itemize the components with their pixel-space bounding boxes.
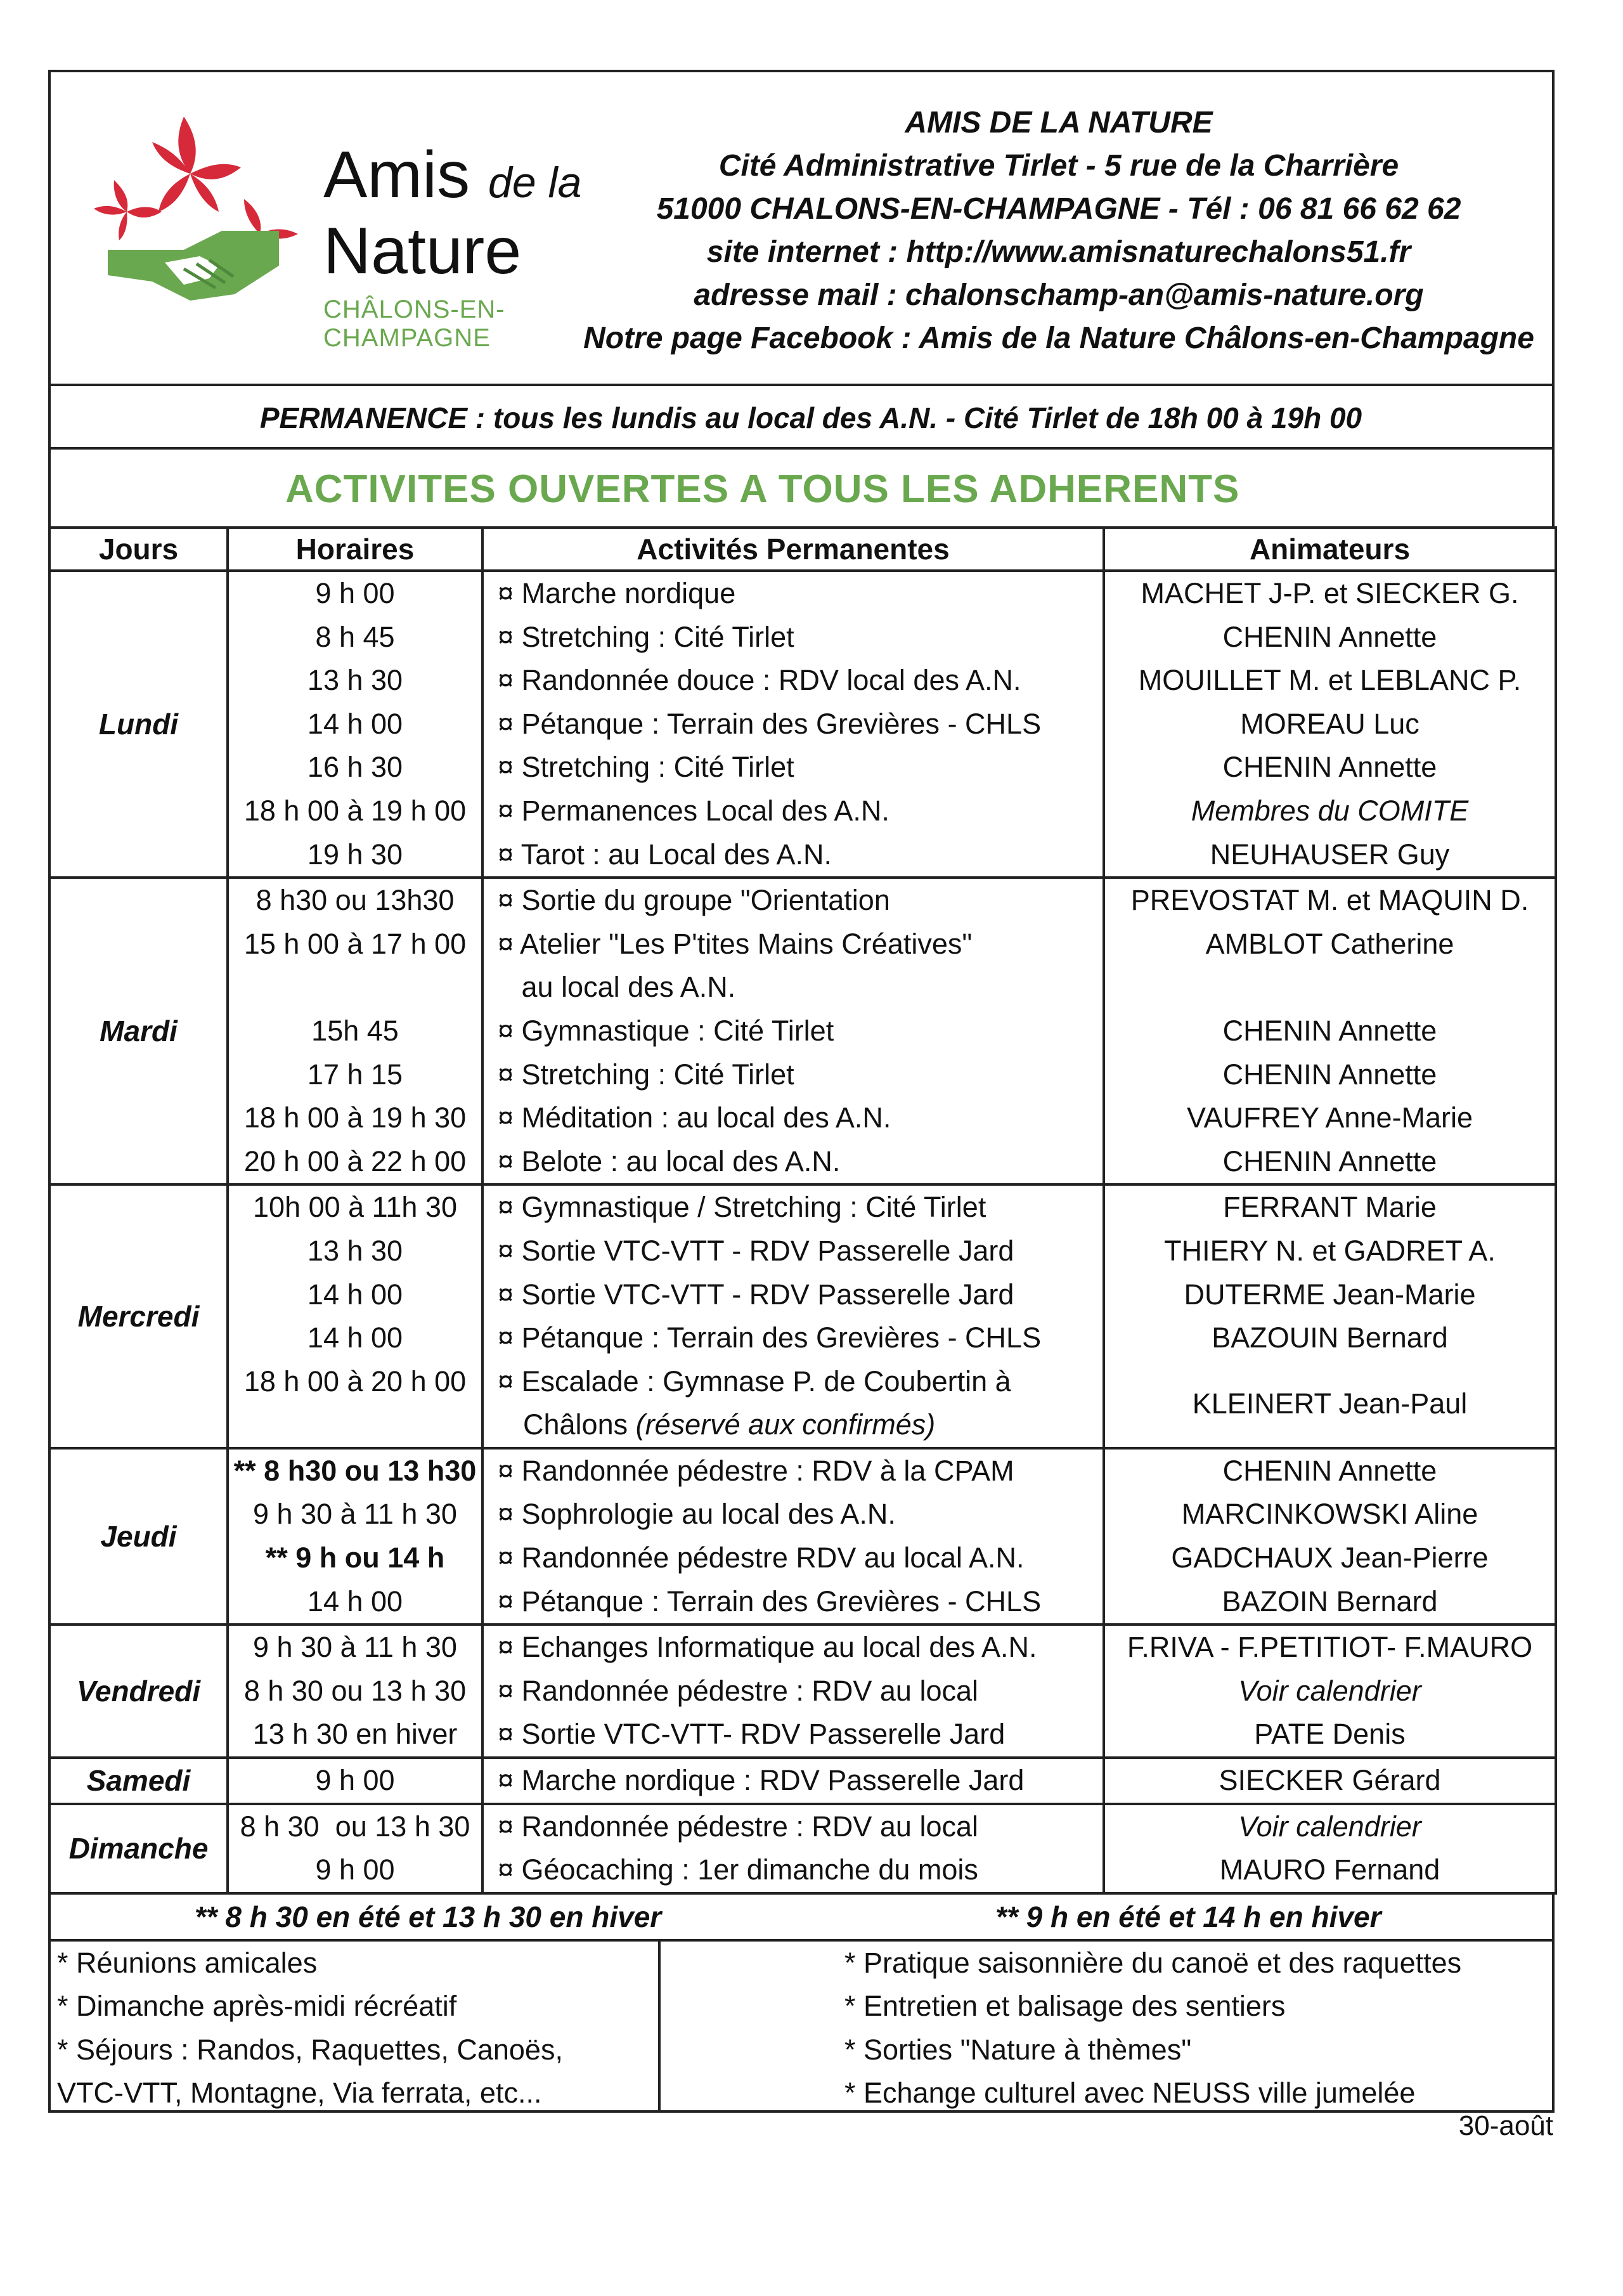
hour: 16 h 30	[307, 751, 403, 784]
activity: ¤ Gymnastique : Cité Tirlet	[498, 1014, 834, 1047]
hour: 14 h 00	[307, 1585, 403, 1618]
org-website[interactable]: site internet : http://www.amisnaturechalons51.fr	[706, 235, 1411, 269]
animator: AMBLOT Catherine	[1205, 927, 1454, 960]
animator: CHENIN Annette	[1222, 620, 1437, 653]
animator: BAZOUIN Bernard	[1212, 1321, 1448, 1354]
day-label: Mardi	[49, 878, 228, 1184]
logo-de-la-text: de la	[488, 159, 582, 207]
animators-cell	[1104, 878, 1556, 1184]
activity-location: Châlons	[523, 1408, 628, 1441]
hour: 13 h 30	[307, 664, 403, 697]
hour: 8 h30 ou 13h30	[255, 884, 455, 917]
animator: MAURO Fernand	[1219, 1853, 1440, 1886]
org-city-phone: 51000 CHALONS-EN-CHAMPAGNE - Tél : 06 81 66 62 62	[656, 192, 1461, 226]
header-jours: Jours	[49, 528, 228, 571]
activity: ¤ Stretching : Cité Tirlet	[498, 1058, 794, 1091]
other-activities	[48, 1939, 1555, 2113]
animator: SIECKER Gérard	[1219, 1764, 1441, 1797]
hour: 14 h 00	[307, 1321, 403, 1354]
activities-banner: ACTIVITES OUVERTES A TOUS LES ADHERENTS	[48, 447, 1555, 526]
permanence-line: PERMANENCE : tous les lundis au local des A.N. - Cité Tirlet de 18h 00 à 19h 00	[48, 384, 1555, 447]
activity: ¤ Sortie VTC-VTT - RDV Passerelle Jard	[498, 1234, 1014, 1267]
footnote-summer-winter-1: ** 8 h 30 en été et 13 h 30 en hiver	[194, 1900, 662, 1933]
activities-cell	[482, 878, 1104, 1184]
animator: F.RIVA - F.PETITIOT- F.MAURO	[1127, 1631, 1533, 1664]
day-row-jeudi	[49, 1448, 1556, 1625]
activity-continuation	[484, 1403, 1102, 1447]
org-name: AMIS DE LA NATURE	[905, 106, 1213, 139]
activity: ¤ Randonnée pédestre : RDV à la CPAM	[498, 1454, 1014, 1487]
hour: 8 h 30 ou 13 h 30	[240, 1810, 470, 1843]
activity: ¤ Stretching : Cité Tirlet	[498, 751, 794, 784]
logo-word-amis	[323, 138, 582, 216]
hour: 18 h 00 à 20 h 00	[243, 1365, 467, 1398]
activity: ¤ Sortie VTC-VTT- RDV Passerelle Jard	[498, 1718, 1005, 1751]
animator: PREVOSTAT M. et MAQUIN D.	[1130, 884, 1529, 917]
activities-cell	[482, 1448, 1104, 1625]
list-item: * Sorties "Nature à thèmes"	[844, 2033, 1192, 2066]
activities-cell	[482, 571, 1104, 878]
animator: CHENIN Annette	[1222, 1014, 1437, 1047]
hour: 8 h 45	[315, 620, 395, 653]
activity: ¤ Atelier "Les P'tites Mains Créatives"	[498, 927, 973, 960]
animator	[1105, 966, 1555, 1009]
list-item: * Dimanche après-midi récréatif	[57, 1990, 457, 2023]
animator: Voir calendrier	[1238, 1810, 1421, 1843]
org-address: Cité Administrative Tirlet - 5 rue de la Charrière	[718, 149, 1399, 183]
logo	[89, 104, 647, 352]
animator: CHENIN Annette	[1222, 1145, 1437, 1177]
list-item: * Entretien et balisage des sentiers	[844, 1990, 1286, 2023]
hours-cell	[228, 1758, 482, 1804]
activity: ¤ Sophrologie au local des A.N.	[498, 1498, 896, 1531]
activity: ¤ Pétanque : Terrain des Grevières - CHLS	[498, 1585, 1042, 1618]
activity: ¤ Marche nordique : RDV Passerelle Jard	[498, 1764, 1025, 1797]
hours-cell	[228, 1625, 482, 1758]
activity: ¤ Randonnée pédestre : RDV au local	[498, 1810, 978, 1843]
animators-cell	[1104, 1804, 1556, 1893]
animator: Membres du COMITE	[1191, 794, 1469, 827]
animator: MARCINKOWSKI Aline	[1181, 1498, 1478, 1531]
activity: ¤ Méditation : au local des A.N.	[498, 1101, 891, 1134]
empty-line	[229, 1403, 481, 1447]
header-animateurs: Animateurs	[1104, 528, 1556, 571]
hour: 9 h 30 à 11 h 30	[253, 1631, 457, 1664]
hours-cell	[228, 1448, 482, 1625]
footnote-summer-winter-2: ** 9 h en été et 14 h en hiver	[995, 1900, 1381, 1933]
organization-info	[583, 101, 1534, 360]
hour: ** 9 h ou 14 h	[265, 1541, 445, 1574]
activity: ¤ Belote : au local des A.N.	[498, 1145, 841, 1177]
day-label: Mercredi	[49, 1184, 228, 1448]
activity: ¤ Stretching : Cité Tirlet	[498, 620, 794, 653]
animator: CHENIN Annette	[1222, 751, 1437, 784]
day-row-dimanche	[49, 1804, 1556, 1893]
day-row-samedi	[49, 1758, 1556, 1804]
flower-handshake-icon	[89, 104, 304, 307]
day-row-mercredi	[49, 1184, 1556, 1448]
animator: THIERY N. et GADRET A.	[1164, 1234, 1496, 1267]
hour	[229, 966, 481, 1009]
header-activites: Activités Permanentes	[482, 528, 1104, 571]
activity: ¤ Tarot : au Local des A.N.	[498, 838, 832, 871]
animator: FERRANT Marie	[1223, 1191, 1437, 1224]
animators-cell	[1104, 1184, 1556, 1448]
table-header-row	[49, 528, 1556, 571]
other-activities-left	[51, 1942, 661, 2110]
animator: CHENIN Annette	[1222, 1454, 1437, 1487]
day-label: Jeudi	[49, 1448, 228, 1625]
hour: ** 8 h30 ou 13 h30	[233, 1454, 477, 1487]
logo-amis-text: Amis	[323, 138, 470, 212]
activities-cell	[482, 1184, 1104, 1448]
org-email[interactable]: adresse mail : chalonschamp-an@amis-nature.org	[694, 278, 1424, 312]
hour: 9 h 00	[315, 1764, 395, 1797]
hours-cell	[228, 1184, 482, 1448]
animator: MOUILLET M. et LEBLANC P.	[1138, 664, 1522, 697]
list-item: * Séjours : Randos, Raquettes, Canoës,	[57, 2033, 563, 2066]
activity: ¤ Escalade : Gymnase P. de Coubertin à	[498, 1365, 1011, 1398]
list-item: * Réunions amicales	[57, 1946, 318, 1979]
day-row-vendredi	[49, 1625, 1556, 1758]
activity: ¤ Permanences Local des A.N.	[498, 794, 889, 827]
hour: 17 h 15	[307, 1058, 403, 1091]
hour: 9 h 30 à 11 h 30	[253, 1498, 457, 1531]
list-item: VTC-VTT, Montagne, Via ferrata, etc...	[57, 2077, 542, 2110]
org-facebook: Notre page Facebook : Amis de la Nature Châlons-en-Champagne	[583, 321, 1534, 355]
animators-cell	[1104, 571, 1556, 878]
activity: ¤ Sortie VTC-VTT - RDV Passerelle Jard	[498, 1278, 1014, 1311]
animators-cell	[1104, 1758, 1556, 1804]
hours-cell	[228, 571, 482, 878]
day-label: Samedi	[49, 1758, 228, 1804]
header	[48, 70, 1555, 384]
animators-cell	[1104, 1448, 1556, 1625]
animator: Voir calendrier	[1238, 1674, 1421, 1707]
document-date: 30-août	[1458, 2110, 1553, 2141]
activity: ¤ Echanges Informatique au local des A.N.	[498, 1631, 1037, 1664]
animator: MOREAU Luc	[1240, 707, 1419, 740]
list-item: * Pratique saisonnière du canoë et des raquettes	[844, 1946, 1462, 1979]
activity: ¤ Randonnée douce : RDV local des A.N.	[498, 664, 1021, 697]
day-label: Lundi	[49, 571, 228, 878]
activities-cell	[482, 1804, 1104, 1893]
activity-note: (réservé aux confirmés)	[635, 1408, 936, 1441]
header-horaires: Horaires	[228, 528, 482, 571]
logo-city: CHÂLONS-EN-CHAMPAGNE	[323, 295, 505, 352]
hour: 9 h 00	[315, 577, 395, 609]
activity: ¤ Géocaching : 1er dimanche du mois	[498, 1853, 978, 1886]
animator: PATE Denis	[1254, 1718, 1406, 1751]
activity-sheet	[48, 70, 1555, 2113]
animators-cell	[1104, 1625, 1556, 1758]
day-label: Vendredi	[49, 1625, 228, 1758]
hour: 8 h 30 ou 13 h 30	[243, 1674, 467, 1707]
animator: VAUFREY Anne-Marie	[1186, 1101, 1473, 1134]
hours-cell	[228, 878, 482, 1184]
other-activities-right	[661, 1942, 1461, 2110]
hour: 13 h 30 en hiver	[252, 1718, 458, 1751]
animator: CHENIN Annette	[1222, 1058, 1437, 1091]
hour: 10h 00 à 11h 30	[253, 1191, 457, 1224]
animator: MACHET J-P. et SIECKER G.	[1141, 577, 1519, 609]
animator: BAZOIN Bernard	[1222, 1585, 1438, 1618]
hour: 14 h 00	[307, 1278, 403, 1311]
activity: ¤ Pétanque : Terrain des Grevières - CHLS	[498, 1321, 1042, 1354]
hours-cell	[228, 1804, 482, 1893]
hour: 18 h 00 à 19 h 00	[243, 794, 467, 827]
hour: 15h 45	[311, 1014, 399, 1047]
day-row-lundi	[49, 571, 1556, 878]
activities-cell	[482, 1758, 1104, 1804]
activities-cell	[482, 1625, 1104, 1758]
hour: 13 h 30	[307, 1234, 403, 1267]
animator: NEUHAUSER Guy	[1210, 838, 1450, 871]
footnotes	[48, 1895, 1555, 1939]
hour: 18 h 00 à 19 h 30	[243, 1101, 467, 1134]
activity: ¤ Marche nordique	[498, 577, 736, 609]
day-label: Dimanche	[49, 1804, 228, 1893]
logo-word-nature: Nature	[323, 214, 522, 288]
activity: ¤ Randonnée pédestre RDV au local A.N.	[498, 1541, 1025, 1574]
hour: 20 h 00 à 22 h 00	[243, 1145, 467, 1177]
activity: au local des A.N.	[498, 971, 736, 1004]
schedule-table	[48, 526, 1557, 1895]
hour: 19 h 30	[307, 838, 403, 871]
animator: KLEINERT Jean-Paul	[1192, 1387, 1468, 1420]
day-row-mardi	[49, 878, 1556, 1184]
activity: ¤ Sortie du groupe "Orientation	[498, 884, 890, 917]
activity: ¤ Gymnastique / Stretching : Cité Tirlet	[498, 1191, 986, 1224]
list-item: * Echange culturel avec NEUSS ville jumelée	[844, 2077, 1416, 2110]
animator: DUTERME Jean-Marie	[1184, 1278, 1476, 1311]
activity: ¤ Randonnée pédestre : RDV au local	[498, 1674, 978, 1707]
hour: 14 h 00	[307, 707, 403, 740]
hour: 9 h 00	[315, 1853, 395, 1886]
hour: 15 h 00 à 17 h 00	[243, 927, 467, 960]
activity: ¤ Pétanque : Terrain des Grevières - CHLS	[498, 707, 1042, 740]
animator: GADCHAUX Jean-Pierre	[1171, 1541, 1489, 1574]
